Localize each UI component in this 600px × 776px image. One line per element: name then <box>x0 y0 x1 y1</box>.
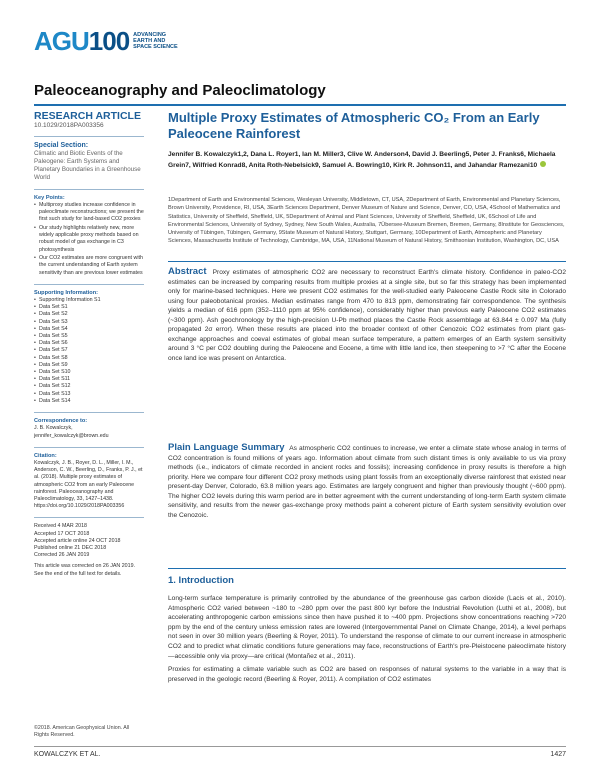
authors-text: Jennifer B. Kowalczyk1,2, Dana L. Royer1, Ian M. Miller3, Clive W. Anderson4, David J. Beerling5, Peter J. Franks6, Michaela Grein7, Wilfried Konrad8, Anita Roth-Nebelsick9, Samuel A. Bowring10, Kirk R. Johnson11, and Jahandar Ramezani10 <box>168 151 556 169</box>
agu100-logo <box>34 25 178 56</box>
supporting-info-list <box>34 297 144 405</box>
logo-agu-text: AGU <box>34 25 89 56</box>
correspondence-name: J. B. Kowalczyk, <box>34 425 73 432</box>
abstract-section <box>168 267 566 363</box>
orcid-icon[interactable] <box>540 161 546 167</box>
author-list <box>168 150 566 171</box>
supporting-item[interactable]: • Data Set S3 <box>34 319 144 326</box>
correspondence-head: Correspondence to: <box>34 418 88 425</box>
paragraph: Proxies for estimating a climate variable such as CO2 are based on responses of natural systems to the variable in a way that is preserved in the geologic record (Beerling & Royer, 2011). A compilation of CO2 estimates <box>168 666 566 683</box>
supporting-item[interactable]: • Data Set S11 <box>34 376 144 383</box>
key-point: • Our CO2 estimates are more congruent with the current understanding of Earth system sensitivity than are previous lower estimates <box>34 255 144 277</box>
date-published: Published online 21 DEC 2018 <box>34 544 107 551</box>
copyright-notice: ©2018. American Geophysical Union. All Rights Reserved. <box>34 725 130 738</box>
running-author: KOWALCZYK ET AL. <box>34 751 101 758</box>
doi[interactable]: 10.1029/2018PA003356 <box>34 122 104 130</box>
supporting-item[interactable]: • Data Set S14 <box>34 398 144 405</box>
footer-divider <box>34 746 566 747</box>
page-number: 1427 <box>550 751 566 758</box>
supporting-item[interactable]: • Data Set S10 <box>34 369 144 376</box>
intro-divider <box>168 568 566 569</box>
date-received: Received 4 MAR 2018 <box>34 523 87 530</box>
key-points-list <box>34 202 144 277</box>
abstract-text: Proxy estimates of atmospheric CO2 are necessary to reconstruct Earth's climate history. Confidence in paleo-CO2 estimates can be increased by comparing results from multiple proxies at a single site, but so far this strategy has been implemented only for marine-based techniques. Here we present CO2 estimates for the well-studied early Paleocene Castle Rock site in Colorado using four paleobotanical proxies. Median estimates range from 470 to 813 ppm, demonstrating fair correspondence. The synthesis yields a median of 616 ppm (352–1110 ppm at 95% confidence), considerably higher than previous early Paleocene CO2 estimates (~300 ppm). Ash geochronology by the high-precision U-Pb method places the Castle Rock assemblage at 63.844 ± 0.097 Ma (fully propagated 2σ error). When these results are placed into the broader context of other Cenozoic CO2 estimates from plant gas-exchange approaches and coeval estimates of global mean surface temperature, a pattern emerges of an Earth system sensitivity around 3 °C per CO2 doubling during the Paleocene and Eocene, a time with little land ice, then steepening to >7 °C after the Eocene once land ice was present on Antarctica. <box>168 269 566 362</box>
logo-tagline: ADVANCING EARTH AND SPACE SCIENCE <box>133 32 178 50</box>
sidebar-divider <box>34 447 144 448</box>
plain-language-section <box>168 443 566 520</box>
supporting-item[interactable]: • Data Set S12 <box>34 383 144 390</box>
citation-head: Citation: <box>34 452 57 459</box>
abstract-heading: Abstract <box>168 266 207 277</box>
sidebar-divider <box>34 136 144 137</box>
journal-header <box>34 82 566 99</box>
article-type: RESEARCH ARTICLE <box>34 110 141 122</box>
supporting-item[interactable]: • Data Set S9 <box>34 362 144 369</box>
supporting-item[interactable]: • Data Set S1 <box>34 304 144 311</box>
paragraph: Long-term surface temperature is primarily controlled by the abundance of the greenhouse gas carbon dioxide (Lacis et al., 2010). Atmospheric CO2 varied between ~180 to ~280 ppm over the past 800 kyr before the Industrial Revolution (Luthi et al., 2008), but accelerating anthropogenic carbon emissions since then have pushed it to ~400 ppm. Projections show concentrations reaching >720 ppm by the end of the century unless emission rates are lowered (Intergovernmental Panel on Climate Change, 2014), a level perhaps not seen in over 30 million years (Beerling & Royer, 2011). To understand the response of climate to our current increase in atmospheric CO2 and to predict what climatic conditions future generations may face, reconstructions of Earth's pre-Pleistocene paleoclimate history—accessible only via proxy—are critical (Montañez et al., 2011). <box>168 595 566 660</box>
supporting-item[interactable]: • Data Set S7 <box>34 347 144 354</box>
journal-title: Paleoceanography and Paleoclimatology <box>34 82 326 99</box>
abstract-divider <box>168 261 566 262</box>
logo-100-text: 100 <box>88 25 130 56</box>
correspondence-email[interactable]: jennifer_kowalczyk@brown.edu <box>34 432 109 439</box>
supporting-item[interactable]: • Supporting Information S1 <box>34 297 144 304</box>
special-section-text[interactable]: Climatic and Biotic Events of the Paleogene: Earth Systems and Planetary Boundaries in a Greenhouse World <box>34 149 141 181</box>
affiliations: 1Department of Earth and Environmental Sciences, Wesleyan University, Middletown, CT, USA, 2Department of Earth, Environmental and Planetary Sciences, Brown University, Providence, RI, USA, 3Earth Sciences Department, Denver Museum of Nature and Science, Denver, CO, USA, 4School of Mathematics and Statistics, University of Sheffield, Sheffield, UK, 5Department of Animal and Plant Sciences, University of Sheffield, Sheffield, UK, 6School of Life and Environmental Sciences, University of Sydney, Sydney, New South Wales, Australia, 7Übersee-Museum Bremen, Bremen, Germany, 8Institute for Geosciences, University of Tübingen, Tübingen, Germany, 9State Museum of Natural History, Stuttgart, Germany, 10Department of Earth, Atmospheric and Planetary Sciences, Massachusetts Institute of Technology, Cambridge, MA, USA, 11National Museum of Natural History, Smithsonian Institution, Washington, DC, USA <box>168 197 565 245</box>
supporting-info-head: Supporting Information: <box>34 289 99 296</box>
date-corrected: Corrected 26 JAN 2019 <box>34 552 90 559</box>
sidebar-divider <box>34 412 144 413</box>
article-title: Multiple Proxy Estimates of Atmospheric CO₂ From an Early Paleocene Rainforest <box>168 110 540 141</box>
supporting-item[interactable]: • Data Set S13 <box>34 391 144 398</box>
supporting-item[interactable]: • Data Set S8 <box>34 355 144 362</box>
header-divider <box>34 104 566 106</box>
left-sidebar <box>34 110 144 578</box>
supporting-item[interactable]: • Data Set S6 <box>34 340 144 347</box>
date-accepted: Accepted 17 OCT 2018 <box>34 530 90 537</box>
date-online: Accepted article online 24 OCT 2018 <box>34 537 121 544</box>
correction-note: This article was corrected on 26 JAN 2019. See the end of the full text for details. <box>34 563 135 577</box>
key-points-head: Key Points: <box>34 194 65 201</box>
introduction-heading: 1. Introduction <box>168 575 234 586</box>
key-point: • Our study highlights relatively new, more widely applicable proxy methods based on robust model of gas exchange in C3 photosynthesis <box>34 225 144 254</box>
supporting-item[interactable]: • Data Set S4 <box>34 326 144 333</box>
supporting-item[interactable]: • Data Set S5 <box>34 333 144 340</box>
sidebar-divider <box>34 189 144 190</box>
introduction-body <box>168 594 566 688</box>
sidebar-divider <box>34 284 144 285</box>
key-point: • Multiproxy studies increase confidence in paleoclimate reconstructions; we present the first such study for land-based CO2 proxies <box>34 202 144 224</box>
citation-text: Kowalczyk, J. B., Royer, D. L., Miller, I. M., Anderson, C. W., Beerling, D., Franks, P. J., et al. (2018). Multiple proxy estimates of atmospheric CO2 from an early Paleocene rainforest. Paleoceanography and Paleoclimatology, 33, 1427–1438. https://doi.org/10.1029/2018PA003356 <box>34 459 143 510</box>
plain-language-heading: Plain Language Summary <box>168 442 285 453</box>
supporting-item[interactable]: • Data Set S2 <box>34 311 144 318</box>
plain-language-text: As atmospheric CO2 continues to increase, we enter a climate state whose analog in terms of CO2 concentration is found millions of years ago. Information about climate from such distant times is only available to us via proxy methods (i.e., indicators of climate recorded in ancient rocks and fossils); increasing confidence in proxy results is therefore a high priority. Here we compare four different CO2 proxy methods using plant fossils from an exceptionally diverse rainforest that existed near present-day Denver, Colorado, 63.8 million years ago. Estimates are largely congruent and higher than previously thought (~600 ppm). The higher CO2 levels during this warm period are in better agreement with the current understanding of long-term Earth system climate sensitivity, and results from the newer gas-exchange proxy methods paint a coherent picture of Earth system sensitivity evolution over the Cenozoic. <box>168 445 566 519</box>
special-section-head: Special Section: <box>34 142 89 150</box>
sidebar-divider <box>34 517 144 518</box>
